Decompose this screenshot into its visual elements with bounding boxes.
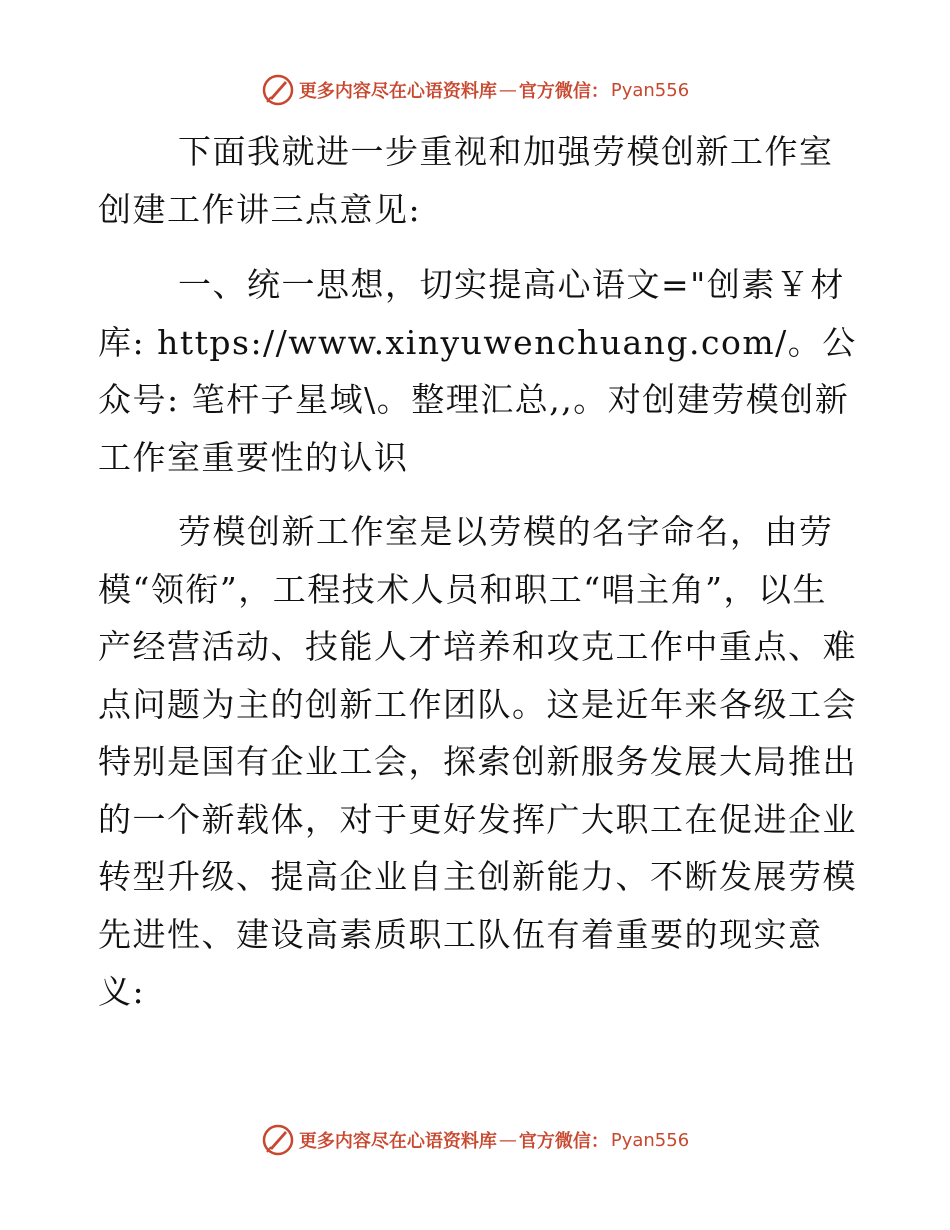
paragraph-body: 劳模创新工作室是以劳模的名字命名，由劳模“领衔”，工程技术人员和职工“唱主角”，以生产经营活动、技能人才培养和攻克工作中重点、难点问题为主的创新工作团队。这是近年来各级工会特别是国有企业工会，探索创新服务发展大局推出的一个新载体，对于更好发挥广大职工在促进企业转型升级、提高企业自主创新能力、不断发展劳模先进性、建设高素质职工队伍有着重要的现实意义:: [98, 512, 857, 1011]
header-watermark: [0, 72, 950, 108]
document-body: [98, 123, 858, 1039]
paragraph-intro: 下面我就进一步重视和加强劳模创新工作室创建工作讲三点意见:: [98, 132, 834, 229]
quill-logo-icon: [261, 73, 295, 107]
footer-watermark: [0, 1122, 950, 1158]
quill-logo-icon: [261, 1123, 295, 1157]
paragraph-section-one-heading: 一、统一思想，切实提高心语文="创素￥材库: https://www.xinyuwenchuang.com/。公众号: 笔杆子星域\。整理汇总,,。对创建劳模创新工作室重要性的认识: [98, 265, 857, 477]
watermark-separator: —: [498, 79, 517, 101]
watermark-handle: Pyan556: [610, 79, 690, 101]
watermark-handle: Pyan556: [610, 1129, 690, 1151]
watermark-wechat-label: 官方微信：: [518, 1131, 609, 1152]
watermark-separator: —: [498, 1129, 517, 1151]
watermark-wechat-label: 官方微信：: [518, 81, 609, 102]
watermark-site-text: 更多内容尽在心语资料库: [298, 1131, 497, 1152]
watermark-site-text: 更多内容尽在心语资料库: [298, 81, 497, 102]
